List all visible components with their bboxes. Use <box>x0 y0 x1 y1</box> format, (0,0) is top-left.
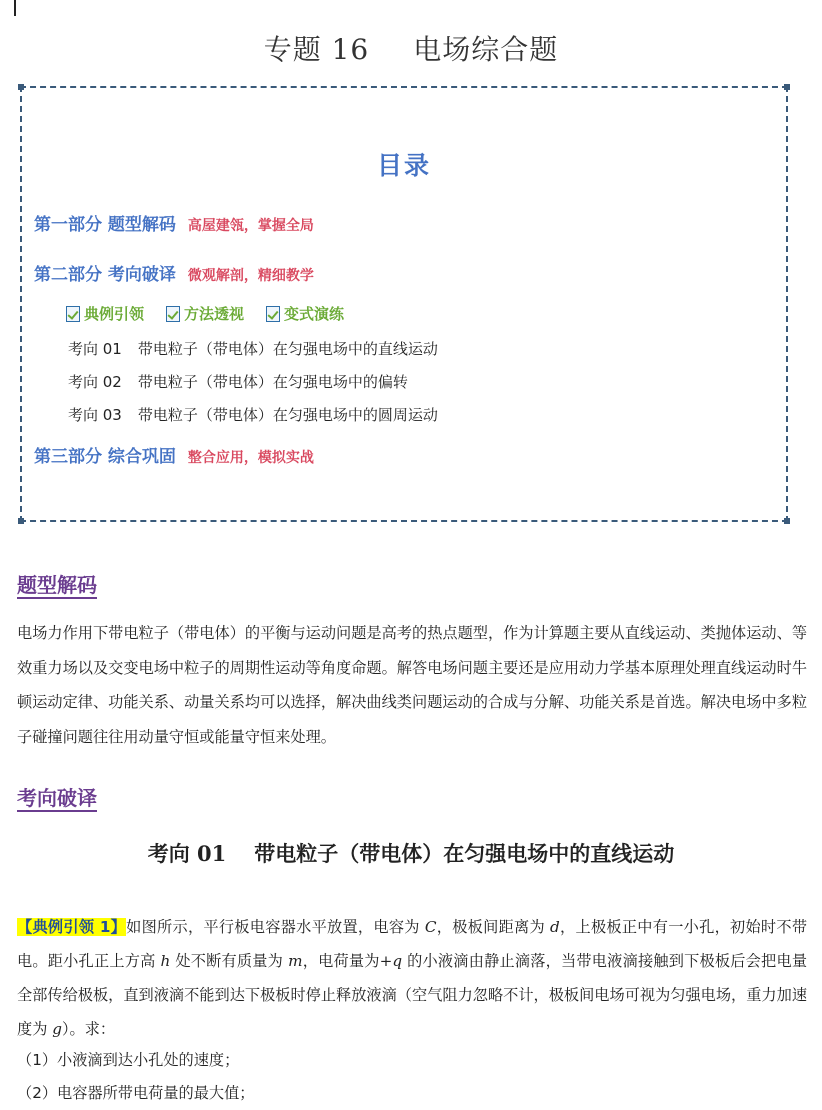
box-corner <box>18 84 24 90</box>
toc-part-3[interactable] <box>34 442 314 467</box>
toc-part-slogan: 整合应用，模拟实战 <box>187 450 314 466</box>
question-1: （1）小液滴到达小孔处的速度； <box>17 1051 240 1069</box>
text-cursor <box>14 0 16 16</box>
toc-part-2[interactable] <box>34 260 314 285</box>
toc-part-label: 第二部分 考向破译 <box>34 265 176 285</box>
box-corner <box>18 518 24 524</box>
box-corner <box>784 518 790 524</box>
toc-part-slogan: 微观解剖，精细教学 <box>187 268 314 284</box>
toc-part-slogan: 高屋建瓴，掌握全局 <box>187 218 314 234</box>
toc-item-2[interactable]: 考向 02 带电粒子（带电体）在匀强电场中的偏转 <box>68 373 408 391</box>
toc-tags <box>66 303 366 326</box>
checkbox-doc-icon <box>166 306 180 322</box>
topic-name: 电场综合题 <box>413 33 559 66</box>
toc-tag-methods[interactable]: 方法透视 <box>166 303 244 324</box>
question-2: （2）电容器所带电荷量的最大值； <box>17 1084 255 1102</box>
direction-title: 考向 01 带电粒子（带电体）在匀强电场中的直线运动 <box>147 841 675 866</box>
toc-heading: 目录 <box>376 151 431 180</box>
toc-part-label: 第三部分 综合巩固 <box>34 447 176 467</box>
toc-item-3[interactable]: 考向 03 带电粒子（带电体）在匀强电场中的圆周运动 <box>68 406 438 424</box>
toc-part-1[interactable] <box>34 210 314 235</box>
toc-tag-practice[interactable]: 变式演练 <box>266 303 344 324</box>
table-of-contents <box>20 86 788 522</box>
example-label: 【典例引领 1】 <box>17 918 127 936</box>
topic-number: 专题 16 <box>263 33 370 66</box>
section-title-directions: 考向破译 <box>17 786 97 810</box>
box-corner <box>784 84 790 90</box>
checkbox-doc-icon <box>66 306 80 322</box>
section-paragraph: 电场力作用下带电粒子（带电体）的平衡与运动问题是高考的热点题型，作为计算题主要从直线运动、类抛体运动、等效重力场以及交变电场中粒子的周期性运动等角度命题。解答电场问题主要还是应用动力学基本原理处理直线运动时牛顿运动定律、功能关系、动量关系均可以选择，解决曲线类问题运动的合成与分解、功能关系是首选。解决电场中多粒子碰撞问题往往用动量守恒或能量守恒来处理。 <box>17 624 807 746</box>
checkbox-doc-icon <box>266 306 280 322</box>
example-problem: 【典例引领 1】如图所示，平行板电容器水平放置，电容为 C，极板间距离为 d，上极板正中有一小孔，初始时不带电。距小孔正上方高 h 处不断有质量为 m，电荷量为+q 的小液滴由静止滴落，当带电液滴接触到下极板后会把电量全部传给极板，直到液滴不能到达下极板时停止释放液滴（空气阻力忽略不计，极板间电场可视为匀强电场，重力加速度为 g）。求： <box>17 918 808 1038</box>
section-title-decode: 题型解码 <box>17 573 97 597</box>
toc-part-label: 第一部分 题型解码 <box>34 215 176 235</box>
toc-item-1[interactable]: 考向 01 带电粒子（带电体）在匀强电场中的直线运动 <box>68 340 438 358</box>
toc-tag-examples[interactable]: 典例引领 <box>66 303 144 324</box>
document-title <box>0 28 822 68</box>
